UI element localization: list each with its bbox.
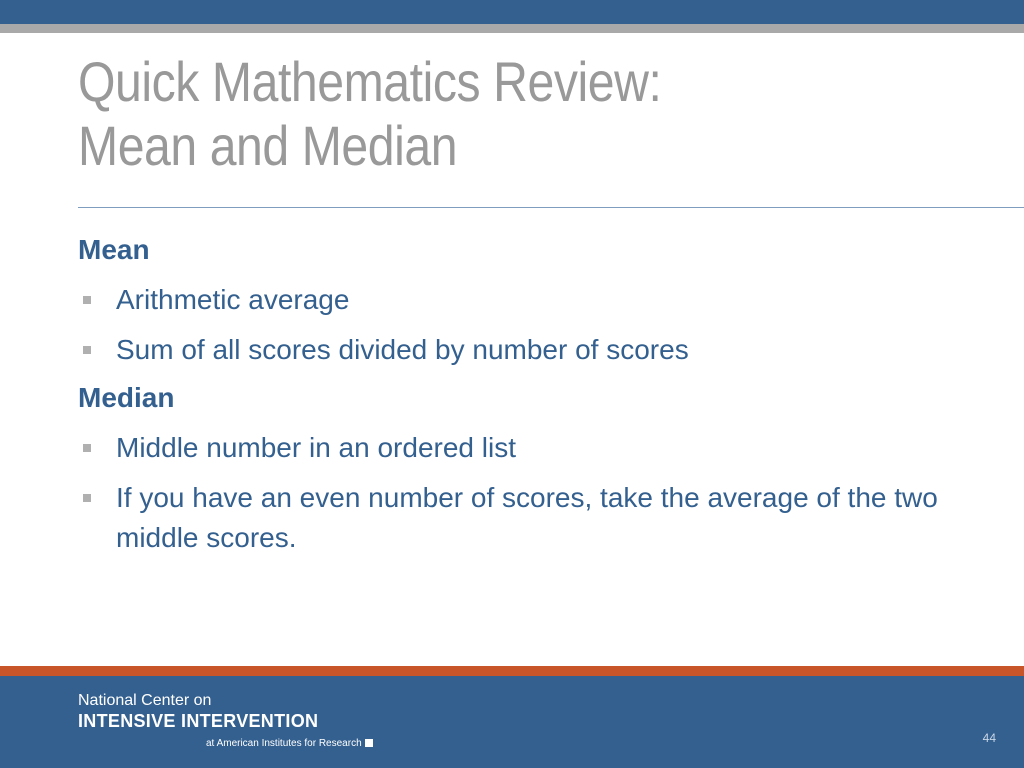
logo-line-3: [206, 738, 373, 749]
square-bullet-icon: [83, 346, 91, 354]
logo-line-1: National Center on: [78, 692, 212, 709]
header-rule: [0, 24, 1024, 33]
title-line-2: Mean and Median: [78, 114, 458, 177]
bullet-text: Middle number in an ordered list: [116, 432, 516, 463]
bullet-item: [78, 280, 1008, 320]
footer-accent-bar: [0, 666, 1024, 676]
slide-title: [78, 50, 852, 178]
bullet-item: [78, 478, 1008, 558]
bullet-item: [78, 428, 1008, 468]
square-bullet-icon: [83, 494, 91, 502]
bullet-text: Arithmetic average: [116, 284, 350, 315]
bullet-item: [78, 330, 1008, 370]
logo-line-2: INTENSIVE INTERVENTION: [78, 711, 319, 731]
title-line-1: Quick Mathematics Review:: [78, 50, 662, 113]
square-bullet-icon: [83, 444, 91, 452]
title-divider: [78, 207, 1024, 208]
slide-content: [78, 232, 1008, 568]
section-heading-mean: Mean: [78, 234, 150, 265]
organization-logo: [78, 692, 362, 749]
bullet-text: If you have an even number of scores, take the average of the two middle scores.: [116, 482, 938, 553]
bullet-text: Sum of all scores divided by number of scores: [116, 334, 689, 365]
logo-affiliation-text: at American Institutes for Research: [206, 738, 362, 749]
section-heading-median: Median: [78, 382, 175, 413]
square-bullet-icon: [83, 296, 91, 304]
logo-square-icon: [365, 739, 373, 747]
header-band: [0, 0, 1024, 24]
page-number: 44: [982, 731, 996, 745]
